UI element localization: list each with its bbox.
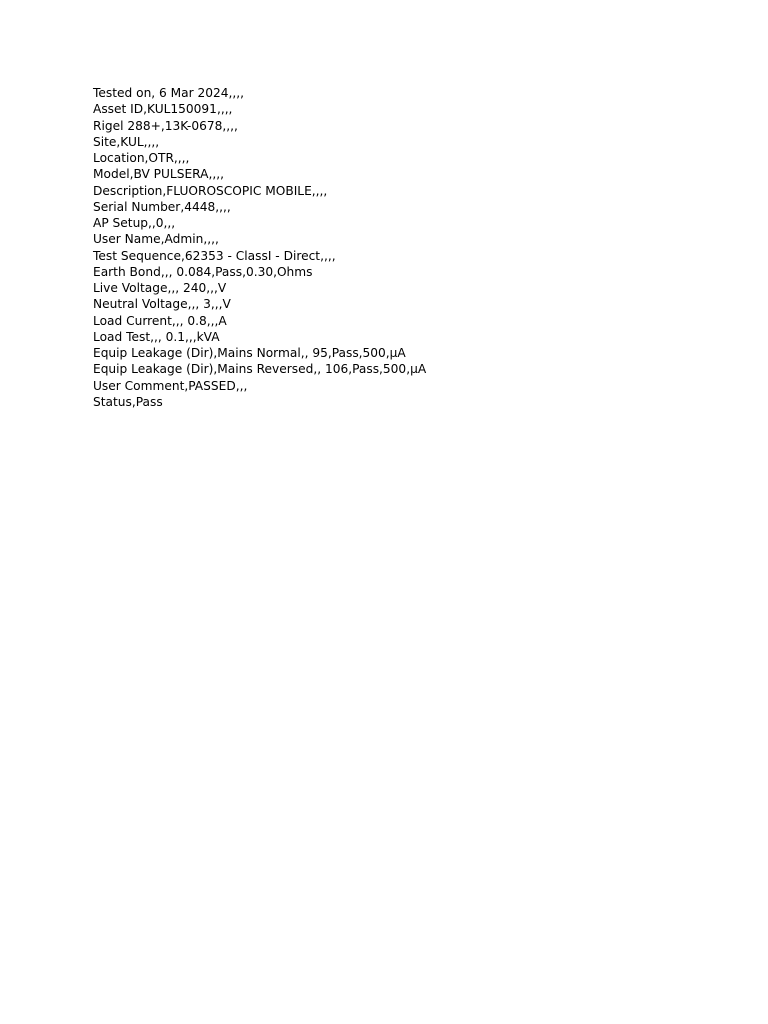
asset-id-line: Asset ID,KUL150091,,,, [93,102,233,117]
tested-on-line: Tested on, 6 Mar 2024,,,, [93,86,245,100]
status-line: Status,Pass [93,394,163,409]
user-comment-line: User Comment,PASSED,,, [93,378,248,393]
site-line: Site,KUL,,,, [93,134,160,149]
earth-bond-line: Earth Bond,,, 0.084,Pass,0.30,Ohms [93,264,313,279]
report-text-block [93,85,426,410]
description-line: Description,FLUOROSCOPIC MOBILE,,,, [93,183,328,198]
model-line: Model,BV PULSERA,,,, [93,167,224,182]
leakage-normal-line: Equip Leakage (Dir),Mains Normal,, 95,Pass,500,µA [93,346,406,360]
tester-line: Rigel 288+,13K-0678,,,, [93,118,238,133]
test-sequence-line: Test Sequence,62353 - ClassI - Direct,,,, [93,248,336,263]
user-name-line: User Name,Admin,,,, [93,232,219,247]
ap-setup-line: AP Setup,,0,,, [93,216,176,230]
load-test-line: Load Test,,, 0.1,,,kVA [93,329,220,344]
live-voltage-line: Live Voltage,,, 240,,,V [93,281,227,295]
serial-number-line: Serial Number,4448,,,, [93,199,231,214]
neutral-voltage-line: Neutral Voltage,,, 3,,,V [93,297,231,312]
leakage-reversed-line: Equip Leakage (Dir),Mains Reversed,, 106,Pass,500,µA [93,362,427,377]
load-current-line: Load Current,,, 0.8,,,A [93,313,227,328]
location-line: Location,OTR,,,, [93,151,190,165]
